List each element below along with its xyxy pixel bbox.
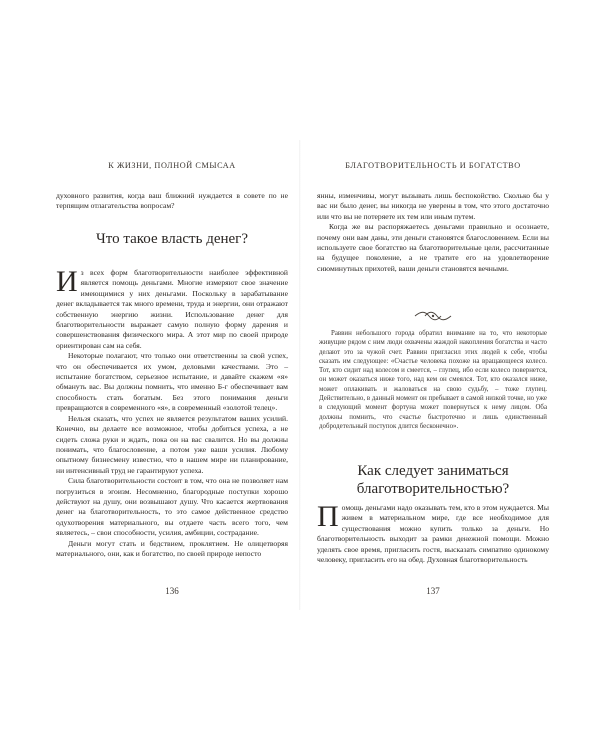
right-paragraph-1: янны, изменчивы, могут вызывать лишь беспокойство. Сколько бы у вас ни было денег, вы никогда не уверены в том, что этого достаточно или что вы не потеряете их тем или иным путем.	[317, 191, 549, 221]
right-page-number: 137	[426, 586, 440, 596]
right-running-head: БЛАГОТВОРИТЕЛЬНОСТЬ И БОГАТСТВО	[345, 161, 521, 170]
left-page-number: 136	[165, 586, 179, 596]
right-section-title	[317, 462, 549, 498]
right-body-text	[317, 191, 549, 274]
parable-paragraph: Раввин небольшого города обратил внимание на то, что некоторые живущие рядом с ним люди охвачены жаждой накопления богатства и часто делают это за чужой счет. Раввин пригласил этих людей к себе, чтобы сказать им следующее: «Счастье человека похоже на вращающееся колесо. Тот, кто сидит над колесом и смеется, – глупец, ибо если колесо повернется, он может оказаться ниже того, над кем он смеялся. Тот, кто оказался ниже, может оплакивать и жаловаться на свою судьбу, – тоже глупец. Действительно, в данный момент он пребывает в самой низкой точке, но уже в следующий момент фортуна может повернуться к нему лицом. Оба должны помнить, что счастье быстротечно и лишь единственный добродетельный поступок длится бесконечно».	[319, 330, 547, 430]
book-gutter	[299, 140, 301, 610]
right-section-title-line-1: Как следует заниматься	[357, 463, 509, 479]
left-intro-paragraph: духовного развития, когда ваш ближний нуждается в совете по не терпящим отлагательства вопросам?	[56, 191, 288, 211]
right-page	[317, 0, 549, 750]
left-section-title: Что такое власть денег?	[96, 231, 248, 247]
left-paragraph-5: Деньги могут стать и бедствием, проклятием. Не олицетворяя материального, они, как и богатство, по своей природе непосто	[56, 538, 288, 558]
left-intro-text	[56, 191, 288, 212]
ornament-divider-icon	[413, 311, 453, 321]
right-paragraph-3	[317, 500, 549, 565]
right-body-text-2	[317, 500, 549, 565]
left-paragraph-3: Нельзя сказать, что успех не является результатом ваших усилий. Конечно, вы делаете все возможное, чтобы добиться успеха, а не сидеть сложа руки и ждать, пока он на вас свалится. Но вы должны понимать, что благословение, а потом уже ваши усилия. Любому опытному бизнесмену известно, что в нашем мире ни планирование, ни интенсивный труд не гарантируют успеха.	[56, 413, 288, 475]
left-body-text	[56, 265, 288, 559]
left-paragraph-1-text: з всех форм благотворительности наиболее эффективной является помощь деньгами. Многие измеряют свое значение имеющимися у них деньгами. Поскольку в зарабатывание денег вкладывается так много времени, труда и энергии, они отражают собственную энергию жизни. Использование денег для благотворительности выражает самую полную форму дарения и совершенствования физического мира. А этот мир по своей природе ориентирован сам на себя.	[56, 268, 288, 350]
right-paragraph-3-text: омощь деньгами надо оказывать тем, кто в этом нуждается. Мы живем в материальном мире, где все необходимое для существования можно купить только за деньги. Но благотворительность выходит за рамки денежной помощи. Можно уделять свое время, пригласить гостя, высказать симпатию одинокому человеку, пригласить его на обед. Духовная благотворительность	[317, 503, 549, 565]
left-paragraph-2: Некоторые полагают, что только они ответственны за свой успех, что он обеспечивается их умом, деловыми качествами. Это – испытание богатством, серьезное испытание, и давайте скажем «я» обмануть вас. Вы должны помнить, что именно Б-г обеспечивает вам способность стать богатым. Без этого понимания деньги превращаются в современного «я», в современный «золотой телец».	[56, 351, 288, 413]
right-paragraph-2: Когда же вы распоряжаетесь деньгами правильно и осознаете, почему они вам даны, эти деньги становятся благословением. Если вы используете свое богатство на благотворительные цели, рассчитанные на будущее поколение, а не тратите его на удовлетворение сиюминутных прихотей, ваши деньги становятся вечными.	[317, 222, 549, 273]
left-paragraph-4: Сила благотворительности состоит в том, что она не позволяет нам погрузиться в эгоизм. Несомненно, благородные поступки хорошо действуют на душу, они возвышают душу. Что касается жертвования денег на благотворительность, то это самое действенное средство одухотворения материального, вы отдаете часть всего того, чем являетесь, – свои способности, усилия, амбиции, сострадание.	[56, 476, 288, 538]
right-section-title-line-2: благотворительностью?	[356, 481, 510, 497]
left-page	[56, 0, 288, 750]
left-running-head: К ЖИЗНИ, ПОЛНОЙ СМЫСАА	[108, 161, 236, 170]
right-dropcap: П	[317, 500, 339, 533]
parable-block	[319, 329, 547, 431]
left-paragraph-1	[56, 265, 288, 351]
left-dropcap: И	[56, 265, 78, 298]
